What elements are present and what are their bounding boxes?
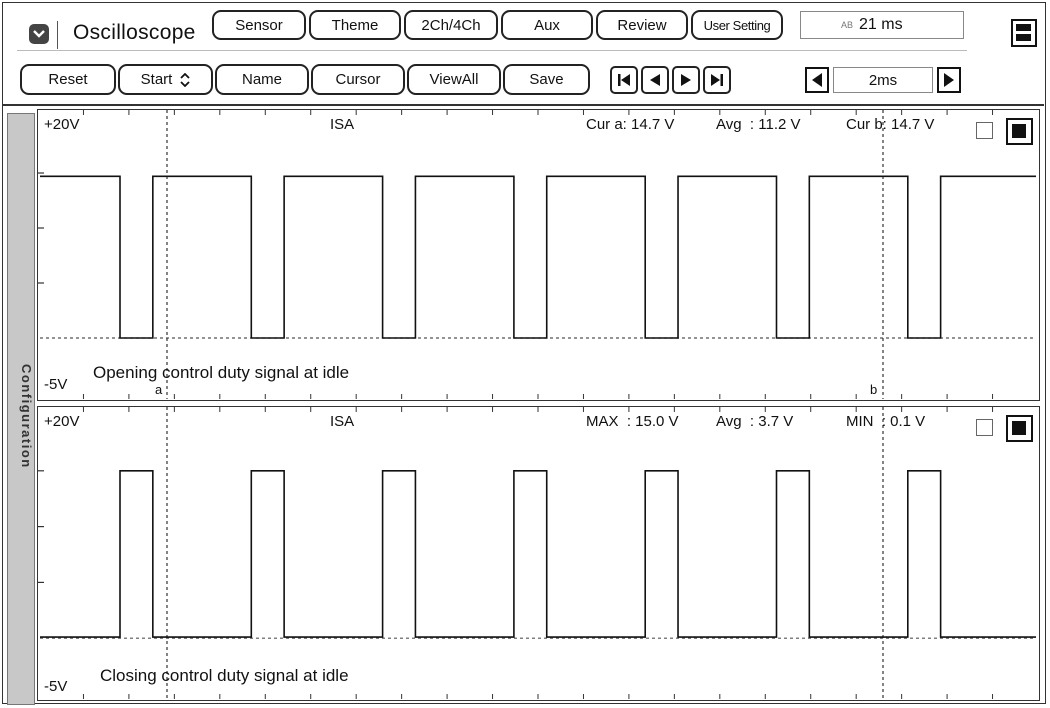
- last-frame-button[interactable]: [703, 66, 731, 94]
- cursor-b-marker[interactable]: b: [870, 382, 878, 397]
- channel2-min-reading: MIN : 0.1 V: [846, 413, 926, 430]
- theme-button[interactable]: Theme: [309, 10, 401, 40]
- next-frame-button[interactable]: [672, 66, 700, 94]
- previous-frame-button[interactable]: [641, 66, 669, 94]
- first-frame-button[interactable]: [610, 66, 638, 94]
- start-label: Start: [140, 71, 173, 88]
- skip-start-icon: [617, 73, 631, 87]
- timebase-value: 2ms: [833, 67, 933, 93]
- menu-toggle-button[interactable]: [29, 24, 49, 44]
- channel2-name: ISA: [330, 413, 355, 430]
- channel1-cursor-b-reading: Cur b: 14.7 V: [846, 116, 935, 133]
- channel2-color-swatch: [1012, 421, 1026, 435]
- name-button[interactable]: Name: [215, 64, 309, 95]
- channel1-visibility-checkbox[interactable]: [976, 122, 993, 139]
- review-button[interactable]: Review: [596, 10, 688, 40]
- configuration-sidebar[interactable]: [7, 113, 35, 705]
- timebase-decrease-button[interactable]: [805, 67, 829, 93]
- channel2-caption: Closing control duty signal at idle: [100, 666, 349, 685]
- skip-end-icon: [710, 73, 724, 87]
- channel2-vmin-label: -5V: [44, 678, 68, 695]
- channel2-max-reading: MAX : 15.0 V: [586, 413, 679, 430]
- channel2-panel: [37, 406, 1040, 701]
- sensor-button[interactable]: Sensor: [212, 10, 306, 40]
- ch1-signal-trace: [40, 176, 1036, 338]
- user-setting-button[interactable]: User Setting: [691, 10, 783, 40]
- channel2-vmax-label: +20V: [44, 413, 80, 430]
- channel1-vmax-label: +20V: [44, 116, 80, 133]
- app-title: Oscilloscope: [73, 21, 196, 44]
- save-button[interactable]: Save: [503, 64, 590, 95]
- viewall-button[interactable]: ViewAll: [407, 64, 501, 95]
- configuration-label: Configuration: [19, 364, 34, 469]
- channel-mode-button[interactable]: 2Ch/4Ch: [404, 10, 498, 40]
- title-divider: [57, 21, 58, 49]
- channel2-visibility-checkbox[interactable]: [976, 419, 993, 436]
- channel1-caption: Opening control duty signal at idle: [93, 363, 350, 382]
- triangle-right-icon: [943, 72, 955, 88]
- oscilloscope-window: [2, 2, 1046, 704]
- channel1-color-button[interactable]: [1006, 118, 1033, 145]
- channel1-color-swatch: [1012, 124, 1026, 138]
- aux-button[interactable]: Aux: [501, 10, 593, 40]
- chevron-down-icon: [33, 30, 45, 38]
- step-back-icon: [648, 73, 662, 87]
- sample-time-field: [800, 11, 964, 39]
- ch2-signal-trace: [40, 471, 1036, 637]
- sample-time-value: 21 ms: [859, 16, 903, 33]
- channel1-panel: [37, 109, 1040, 401]
- reset-button[interactable]: Reset: [20, 64, 116, 95]
- channel2-plot: [38, 407, 1038, 699]
- channel1-plot: [38, 110, 1038, 399]
- channel2-average-reading: Avg : 3.7 V: [716, 413, 794, 430]
- up-down-arrows-icon: [180, 73, 190, 87]
- triangle-left-icon: [811, 72, 823, 88]
- channel1-vmin-label: -5V: [44, 376, 68, 393]
- start-button[interactable]: [118, 64, 213, 95]
- channel1-average-reading: Avg : 11.2 V: [716, 116, 801, 133]
- timebase-increase-button[interactable]: [937, 67, 961, 93]
- layout-icon: [1013, 21, 1034, 44]
- cursor-a-marker[interactable]: a: [155, 382, 163, 397]
- toolbar-separator: [3, 104, 1044, 106]
- channel1-name: ISA: [330, 116, 355, 133]
- window-layout-button[interactable]: [1011, 19, 1037, 47]
- cursor-button[interactable]: Cursor: [311, 64, 405, 95]
- channel2-color-button[interactable]: [1006, 415, 1033, 442]
- sample-rate-icon: AB: [841, 19, 854, 30]
- step-forward-icon: [679, 73, 693, 87]
- channel1-cursor-a-reading: Cur a: 14.7 V: [586, 116, 675, 133]
- header-separator: [17, 50, 967, 51]
